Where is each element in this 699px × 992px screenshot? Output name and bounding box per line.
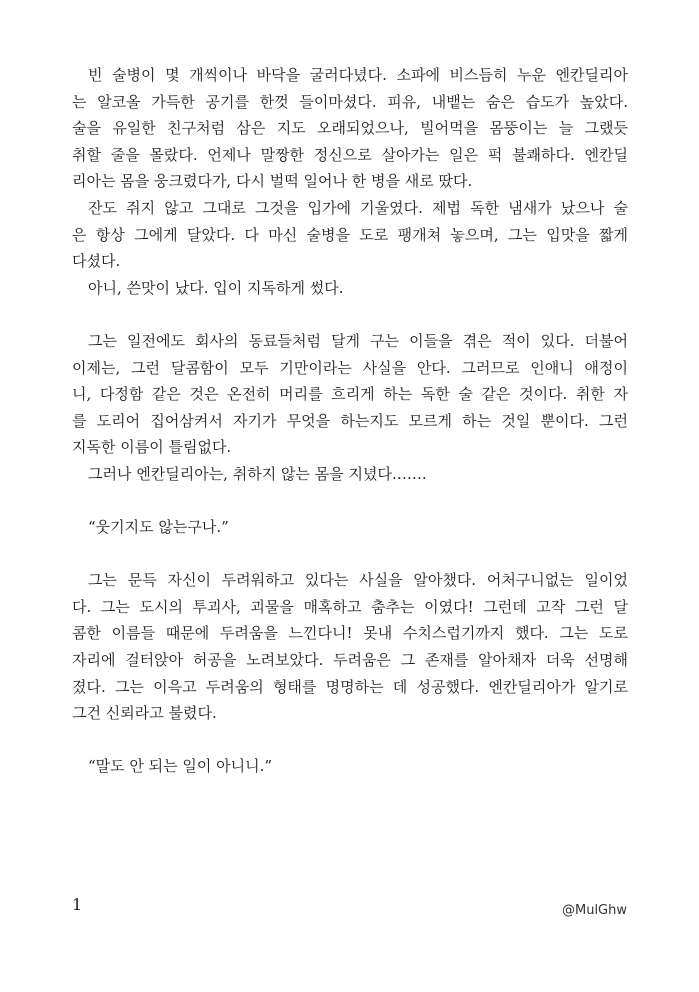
text-line: 술을 유일한 친구처럼 삼은 지도 오래되었으나, 빌어먹을 몸뚱이는 늘 그랬듯: [72, 119, 628, 138]
text-line: 졌다. 그는 이윽고 두려움의 형태를 명명하는 데 성공했다. 엔칸딜리아가 알기로: [72, 677, 628, 696]
text-line: 지독한 이름이 틀림없다.: [72, 438, 232, 457]
text-line: 그는 일전에도 회사의 동료들처럼 달게 구는 이들을 겪은 적이 있다. 더불어: [88, 331, 628, 350]
text-line: 니, 다정함 같은 것은 온전히 머리를 흐리게 하는 독한 술 같은 것이다. 취한 자: [72, 385, 628, 404]
paragraph-gap: [72, 727, 628, 754]
text-line: 그는 문득 자신이 두려워하고 있다는 사실을 알아챘다. 어처구니없는 일이었: [88, 571, 628, 590]
paragraph-gap: [72, 301, 628, 328]
text-line: 콤한 이름들 때문에 두려움을 느낀다니! 못내 수치스럽기까지 했다. 그는 도로: [72, 624, 628, 643]
text-line: 그건 신뢰라고 불렸다.: [72, 704, 217, 723]
text-line: 은 항상 그에게 달았다. 다 마신 술병을 도로 팽개쳐 놓으며, 그는 입맛을 짧게: [72, 225, 628, 244]
text-line: “웃기지도 않는구나.”: [88, 518, 229, 537]
author-handle: @MulGhw: [561, 903, 627, 918]
text-line: 취할 줄을 몰랐다. 언제나 말짱한 정신으로 살아가는 일은 퍽 불쾌하다. 엔칸딜: [72, 145, 628, 164]
page-number: 1: [72, 895, 83, 914]
text-line: 빈 술병이 몇 개씩이나 바닥을 굴러다녔다. 소파에 비스듬히 누운 엔칸딜리아: [88, 66, 628, 84]
text-line: 를 도리어 집어삼켜서 자기가 무엇을 하는지도 모르게 하는 것일 뿐이다. 그런: [72, 411, 628, 430]
text-line: 자리에 걸터앉아 허공을 노려보았다. 두려움은 그 존재를 알아채자 더욱 선명해: [72, 651, 628, 670]
text-line: 잔도 쥐지 않고 그대로 그것을 입가에 기울였다. 제법 독한 냄새가 났으나 술: [88, 198, 628, 217]
text-line: 다. 그는 도시의 투괴사, 괴물을 매혹하고 춤추는 이였다! 그런데 고작 그런 달: [72, 597, 628, 616]
text-line: 는 알코올 가득한 공기를 한껏 들이마셨다. 피유, 내뱉는 숨은 습도가 높았다.: [72, 92, 628, 111]
text-line: “말도 안 되는 일이 아니니.”: [88, 757, 273, 776]
text-line: 다셨다.: [72, 252, 121, 271]
text-line: 그러나 엔칸딜리아는, 취하지 않는 몸을 지녔다…….: [88, 464, 427, 483]
paragraph-gap: [72, 488, 628, 515]
text-line: 이제는, 그런 달콤함이 모두 기만이라는 사실을 안다. 그러므로 인애니 애정이: [72, 358, 628, 377]
text-line: 아니, 쓴맛이 났다. 입이 지독하게 썼다.: [88, 278, 344, 297]
text-line: 리아는 몸을 웅크렸다가, 다시 벌떡 일어나 한 병을 새로 땄다.: [72, 172, 473, 191]
body-text: [72, 62, 628, 780]
paragraph-gap: [72, 541, 628, 568]
